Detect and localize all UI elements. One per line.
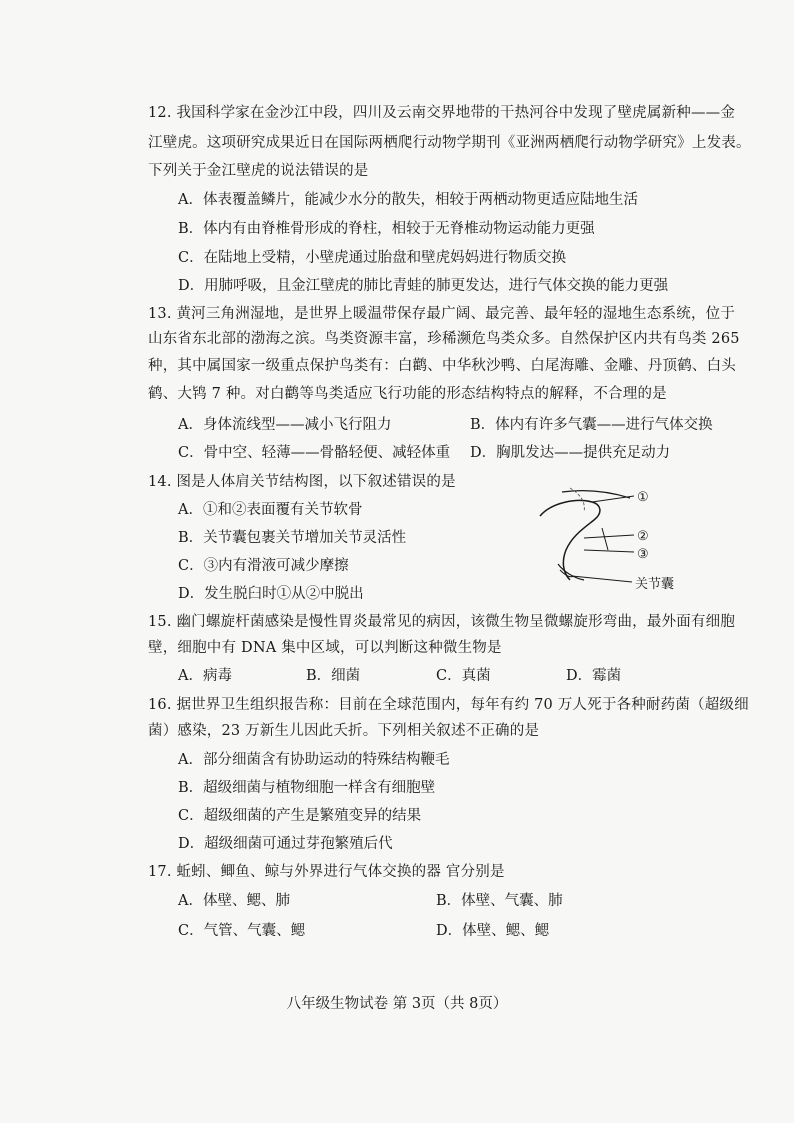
- q12-option-a: A．体表覆盖鳞片，能减少水分的散失，相较于两栖动物更适应陆地生活: [178, 192, 638, 208]
- q15-stem-line-1: 15. 幽门螺旋杆菌感染是慢性胃炎最常见的病因，该微生物呈微螺旋形弯曲，最外面有细胞: [148, 614, 736, 630]
- humerus-head-outline: [540, 501, 600, 580]
- leader-line-3: [584, 550, 634, 552]
- page-footer: 八年级生物试卷 第 3页（共 8页）: [286, 996, 508, 1012]
- q14-stem: 14. 图是人体肩关节结构图，以下叙述错误的是: [148, 474, 456, 490]
- shoulder-joint-diagram: [522, 480, 732, 598]
- q13-stem-line-1: 13. 黄河三角洲湿地，是世界上暖温带保存最广阔、最完善、最年轻的湿地生态系统，位于: [148, 306, 736, 322]
- q15-option-a: A．病毒: [178, 668, 232, 684]
- q13-option-c: C．骨中空、轻薄——骨骼轻便、减轻体重: [178, 445, 451, 461]
- q16-option-a: A．部分细菌含有协助运动的特殊结构鞭毛: [178, 752, 450, 768]
- q16-option-b: B．超级细菌与植物细胞一样含有细胞壁: [178, 780, 436, 796]
- q17-stem: 17. 蚯蚓、鲫鱼、鲸与外界进行气体交换的器 官分别是: [148, 864, 505, 880]
- q15-option-b: B．细菌: [306, 668, 361, 684]
- q14-option-b: B．关节囊包裹关节增加关节灵活性: [178, 530, 407, 546]
- q16-option-c: C．超级细菌的产生是繁殖变异的结果: [178, 808, 422, 824]
- q17-option-c: C．气管、气囊、鳃: [178, 923, 306, 939]
- scapula-outline: [562, 491, 630, 498]
- diagram-label-2: ②: [637, 529, 649, 544]
- q15-option-c: C．真菌: [436, 668, 491, 684]
- q13-stem-line-3: 种，其中属国家一级重点保护鸟类有：白鹳、中华秋沙鸭、白尾海雕、金雕、丹顶鹤、白头: [148, 358, 736, 374]
- q13-option-d: D．胸肌发达——提供充足动力: [470, 445, 671, 461]
- q17-option-b: B．体壁、气囊、肺: [436, 893, 563, 909]
- q14-option-d: D．发生脱臼时①从②中脱出: [178, 586, 364, 602]
- q16-stem-line-2: 菌）感染，23 万新生儿因此夭折。下列相关叙述不正确的是: [148, 723, 540, 739]
- q13-stem-line-4: 鹤、大鸨 7 种。对白鹳等鸟类适应飞行功能的形态结构特点的解释，不合理的是: [148, 386, 667, 402]
- diagram-label-3: ③: [637, 547, 649, 562]
- q16-stem-line-1: 16. 据世界卫生组织报告称：目前在全球范围内，每年有约 70 万人死于各种耐药菌（超级细: [148, 697, 749, 713]
- diagram-label-1: ①: [637, 490, 649, 505]
- q17-option-d: D．体壁、鳃、鳃: [436, 923, 550, 939]
- q17-option-a: A．体壁、鳃、肺: [178, 893, 290, 909]
- q16-option-d: D．超级细菌可通过芽孢繁殖后代: [178, 836, 393, 852]
- q13-option-b: B．体内有许多气囊——进行气体交换: [470, 417, 713, 433]
- q12-option-b: B．体内有由脊椎骨形成的脊柱，相较于无脊椎动物运动能力更强: [178, 221, 595, 237]
- diagram-label-capsule: 关节囊: [635, 577, 675, 592]
- q12-option-c: C．在陆地上受精，小壁虎通过胎盘和壁虎妈妈进行物质交换: [178, 250, 567, 266]
- q13-option-a: A．身体流线型——减小飞行阻力: [178, 417, 392, 433]
- leader-line-2: [584, 535, 634, 538]
- q14-option-a: A．①和②表面覆有关节软骨: [178, 502, 363, 518]
- q14-option-c: C．③内有滑液可减少摩擦: [178, 558, 349, 574]
- q15-option-d: D．霉菌: [566, 668, 622, 684]
- q12-stem-line-2: 江壁虎。这项研究成果近日在国际两栖爬行动物学期刊《亚洲两栖爬行动物学研究》上发表。: [148, 135, 751, 151]
- q12-stem-line-1: 12. 我国科学家在金沙江中段，四川及云南交界地带的干热河谷中发现了壁虎属新种——金: [148, 105, 736, 121]
- q12-option-d: D．用肺呼吸，且金江壁虎的肺比青蛙的肺更发达，进行气体交换的能力更强: [178, 278, 669, 294]
- q12-stem-line-3: 下列关于金江壁虎的说法错误的是: [148, 163, 369, 179]
- leader-line-1: [592, 496, 634, 502]
- q15-stem-line-2: 壁，细胞中有 DNA 集中区域，可以判断这种微生物是: [148, 640, 502, 656]
- marker-tick: [602, 528, 608, 550]
- q13-stem-line-2: 山东省东北部的渤海之滨。鸟类资源丰富，珍稀濒危鸟类众多。自然保护区内共有鸟类 265: [148, 331, 740, 347]
